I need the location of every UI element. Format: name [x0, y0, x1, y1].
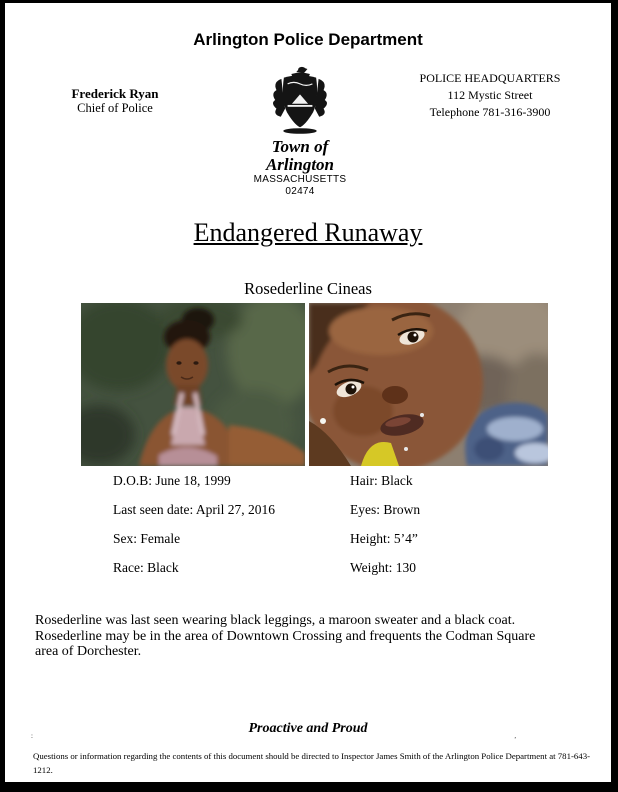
detail-race: Race: Black [113, 560, 179, 575]
town-crest-icon [269, 64, 331, 136]
closeup-photo-graphic [309, 303, 548, 466]
detail-dob: D.O.B: June 18, 1999 [113, 473, 231, 488]
detail-hair: Hair: Black [350, 473, 413, 488]
footer-line: 1212. [33, 764, 53, 775]
description-line: area of Dorchester. [35, 644, 142, 659]
town-seal-block [240, 64, 360, 198]
department-motto: Proactive and Proud [248, 721, 368, 736]
description-line: Rosederline was last seen wearing black leggings, a maroon sweater and a black coat. [35, 613, 516, 628]
seal-subcaption: MASSACHUSETTS 02474 [253, 174, 347, 197]
description-line: Rosederline may be in the area of Downtown Crossing and frequents the Codman Square [35, 628, 536, 644]
description-paragraph [35, 613, 535, 660]
hq-line1: POLICE HEADQUARTERS [419, 71, 561, 85]
footer-line: Questions or information regarding the contents of this document should be directed to Inspector James Smith of the Arlington Police Department at 781-643- [33, 751, 591, 761]
detail-eyes: Eyes: Brown [350, 502, 421, 517]
hq-line2: 112 Mystic Street [447, 88, 533, 102]
details-column-left [113, 474, 275, 590]
seal-caption: Town of Arlington [265, 137, 335, 174]
headquarters-block [395, 70, 585, 121]
detail-last-seen: Last seen date: April 27, 2016 [113, 502, 275, 517]
footer-contact-note [33, 750, 603, 778]
details-column-right [350, 474, 420, 590]
scan-artifact-mark: : [31, 732, 33, 740]
subject-name: Rosederline Cineas [244, 279, 372, 298]
detail-weight: Weight: 130 [350, 560, 417, 575]
scan-artifact-mark: ’ [514, 736, 517, 744]
chief-role: Chief of Police [77, 101, 153, 115]
chief-name: Frederick Ryan [71, 86, 159, 101]
subject-photo-closeup [309, 303, 548, 466]
hq-line3: Telephone 781-316-3900 [429, 105, 551, 119]
detail-height: Height: 5’4” [350, 531, 418, 546]
subject-photo-portrait [81, 303, 305, 466]
chief-of-police-block [30, 86, 200, 116]
detail-sex: Sex: Female [113, 531, 181, 546]
alert-heading: Endangered Runaway [193, 218, 423, 247]
portrait-photo-graphic [81, 303, 305, 466]
page-title: Arlington Police Department [193, 30, 423, 49]
